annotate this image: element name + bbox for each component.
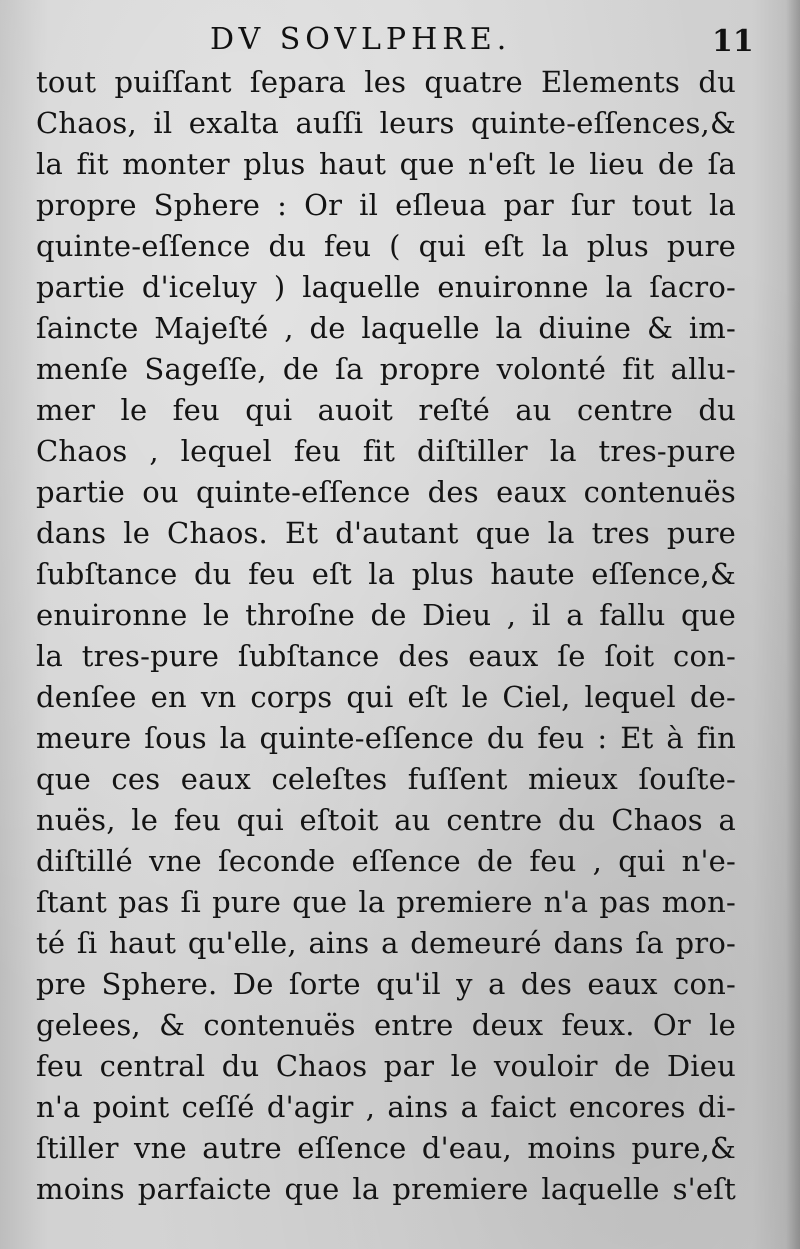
page-edge-shadow xyxy=(786,0,800,1249)
text-line: feu central du Chaos par le vouloir de Dieu xyxy=(36,1049,736,1083)
text-line: meure ſous la quinte-eſſence du feu : Et à fin xyxy=(36,721,736,755)
text-line: propre Sphere : Or il eſleua par ſur tout la xyxy=(36,188,736,222)
text-line: la fit monter plus haut que n'eſt le lieu de ſa xyxy=(36,147,736,181)
text-line: denſee en vn corps qui eſt le Ciel, lequel de- xyxy=(36,680,736,714)
text-line: Chaos, il exalta auſſi leurs quinte-eſſences,& xyxy=(36,106,736,140)
text-line: diſtillé vne ſeconde eſſence de feu , qui n'e- xyxy=(36,844,736,878)
text-line: quinte-eſſence du feu ( qui eſt la plus pure xyxy=(36,229,736,263)
text-line: ſtiller vne autre eſſence d'eau, moins pure,& xyxy=(36,1131,736,1165)
text-line: menſe Sageſſe, de ſa propre volonté fit allu- xyxy=(36,352,736,386)
text-line: ſtant pas ſi pure que la premiere n'a pas mon- xyxy=(36,885,736,919)
running-head: DV SOVLPHRE. xyxy=(210,22,512,57)
text-line: partie ou quinte-eſſence des eaux contenuës xyxy=(36,475,736,509)
text-line: mer le feu qui auoit reſté au centre du xyxy=(36,393,736,427)
text-line: dans le Chaos. Et d'autant que la tres pure xyxy=(36,516,736,550)
text-line: moins parfaicte que la premiere laquelle s'eſt xyxy=(36,1172,736,1206)
text-line: ſubſtance du feu eſt la plus haute eſſence,& xyxy=(36,557,736,591)
text-line: que ces eaux celeſtes fuſſent mieux ſouſte- xyxy=(36,762,736,796)
text-line: gelees, & contenuës entre deux feux. Or le xyxy=(36,1008,736,1042)
text-line: Chaos , lequel feu fit diſtiller la tres-pure xyxy=(36,434,736,468)
text-line: partie d'iceluy ) laquelle enuironne la ſacro- xyxy=(36,270,736,304)
text-line: nuës, le feu qui eſtoit au centre du Chaos a xyxy=(36,803,736,837)
body-text xyxy=(36,62,736,1242)
text-line: la tres-pure ſubſtance des eaux ſe ſoit con- xyxy=(36,639,736,673)
text-line: ſaincte Majeſté , de laquelle la diuine & im- xyxy=(36,311,736,345)
text-line: n'a point ceſſé d'agir , ains a faict encores di- xyxy=(36,1090,736,1124)
page-number: 11 xyxy=(712,24,754,59)
text-line: enuironne le throſne de Dieu , il a fallu que xyxy=(36,598,736,632)
text-line: pre Sphere. De ſorte qu'il y a des eaux con- xyxy=(36,967,736,1001)
text-line: tout puiſſant ſepara les quatre Elements du xyxy=(36,65,736,99)
text-line: té ſi haut qu'elle, ains a demeuré dans ſa pro- xyxy=(36,926,736,960)
